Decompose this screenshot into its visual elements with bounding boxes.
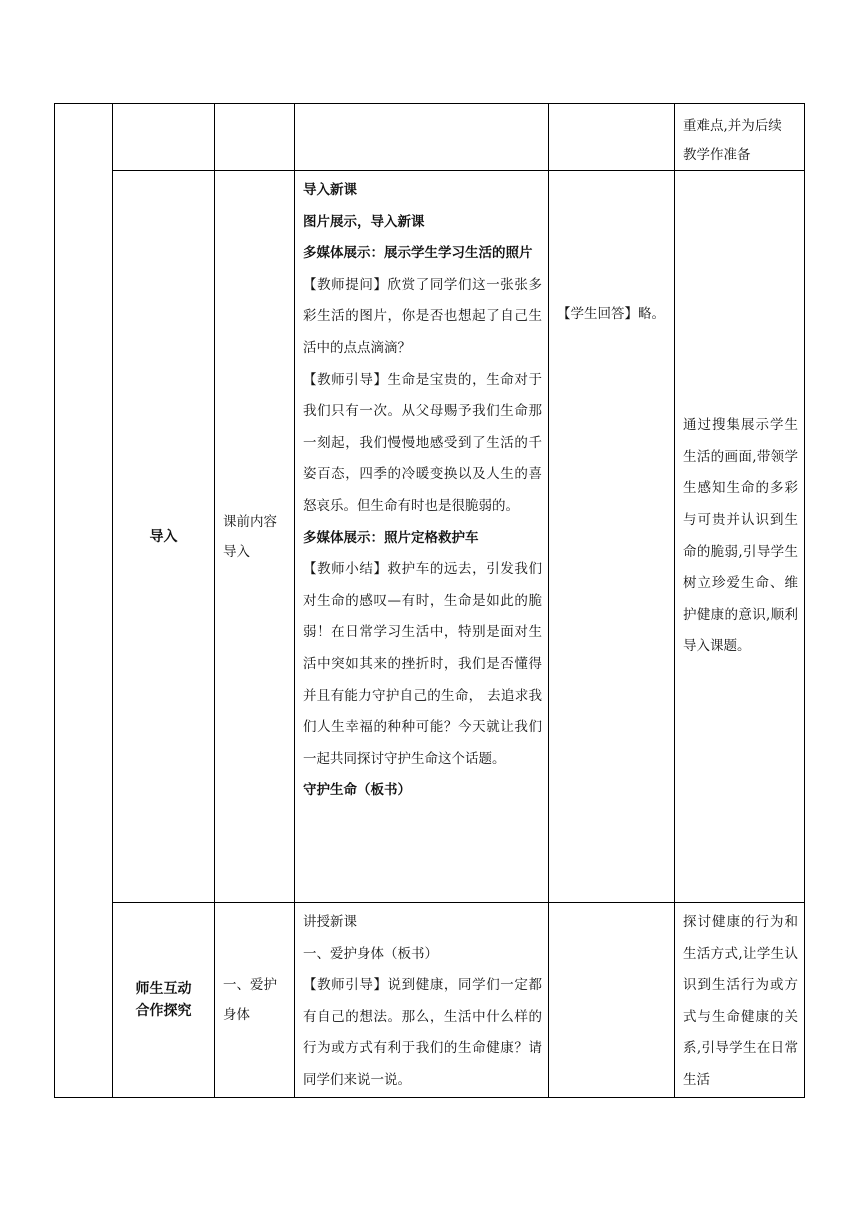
left-margin-cell bbox=[55, 104, 113, 1098]
design-intent-cell bbox=[675, 171, 805, 903]
heading-line: 多媒体展示：照片定格救护车 bbox=[303, 529, 479, 546]
paragraph: 讲授新课 bbox=[303, 914, 357, 930]
paragraph: 一、爱护身体（板书） bbox=[303, 945, 438, 962]
table-row-interact bbox=[55, 903, 805, 1098]
stage-cell bbox=[113, 171, 215, 903]
design-intent-line: 教学作准备 bbox=[683, 147, 751, 163]
student-activity-cell bbox=[549, 903, 675, 1098]
stage-cell bbox=[113, 903, 215, 1098]
heading-line: 导入新课 bbox=[303, 182, 357, 198]
design-intent-cell bbox=[675, 903, 805, 1098]
heading-line: 多媒体展示：展示学生学习生活的照片 bbox=[303, 245, 533, 262]
content-label-line: 一、爱护 bbox=[223, 976, 277, 993]
stage-label-line: 合作探究 bbox=[135, 1002, 192, 1019]
paragraph: 【教师小结】救护车的远去，引发我们对生命的感叹—有时，生命是如此的脆弱！在日常学习生活中，特别是面对生活中突如其来的挫折时，我们是否懂得并且有能力守护自己的生命， 去追求我们人生幸福的种种可能？今天就让我们一起共同探讨守护生命这个话题。 bbox=[303, 561, 542, 767]
student-cell-empty bbox=[549, 104, 675, 171]
design-intent-text: 通过搜集展示学生生活的画面,带领学生感知生命的多彩与可贵并认识到生命的脆弱,引导学生树立珍爱生命、维护健康的意识,顺利导入课题。 bbox=[683, 417, 798, 655]
paragraph: 【教师引导】说到健康，同学们一定都有自己的想法。那么，生活中什么样的行为或方式有利于我们的生命健康？请同学们来说一说。 bbox=[303, 977, 542, 1088]
heading-line: 守护生命（板书） bbox=[303, 782, 411, 799]
content-cell-empty bbox=[215, 104, 295, 171]
stage-label: 导入 bbox=[149, 528, 178, 545]
paragraph: 【教师引导】生命是宝贵的，生命对于我们只有一次。从父母赐予我们生命那一刻起，我们慢慢地感受到了生活的千姿百态，四季的冷暖变换以及人生的喜怒哀乐。但生命有时也是很脆弱的。 bbox=[303, 371, 542, 514]
design-intent-cell bbox=[675, 104, 805, 171]
paragraph: 【教师提问】欣赏了同学们这一张张多彩生活的图片，你是否也想起了自己生活中的点点滴滴？ bbox=[303, 276, 542, 356]
stage-cell-empty bbox=[113, 104, 215, 171]
content-label-line: 课前内容 bbox=[223, 513, 277, 530]
teacher-activity-cell bbox=[295, 903, 549, 1098]
teacher-cell-empty bbox=[295, 104, 549, 171]
design-intent-text: 探讨健康的行为和生活方式,让学生认识到生活行为或方式与生命健康的关系,引导学生在日常生活 bbox=[683, 914, 798, 1088]
teacher-activity-cell bbox=[295, 171, 549, 903]
table-row-continued bbox=[55, 104, 805, 171]
content-label-line: 身体 bbox=[223, 1006, 250, 1023]
heading-line: 图片展示，导入新课 bbox=[303, 213, 425, 230]
content-label-line: 导入 bbox=[223, 543, 250, 560]
design-intent-line: 重难点,并为后续 bbox=[683, 118, 782, 134]
table-row-intro bbox=[55, 171, 805, 903]
student-response: 【学生回答】略。 bbox=[557, 306, 665, 322]
content-label-cell bbox=[215, 903, 295, 1098]
lesson-plan-table bbox=[54, 103, 805, 1098]
student-activity-cell bbox=[549, 171, 675, 903]
content-label-cell bbox=[215, 171, 295, 903]
stage-label-line: 师生互动 bbox=[135, 980, 192, 997]
